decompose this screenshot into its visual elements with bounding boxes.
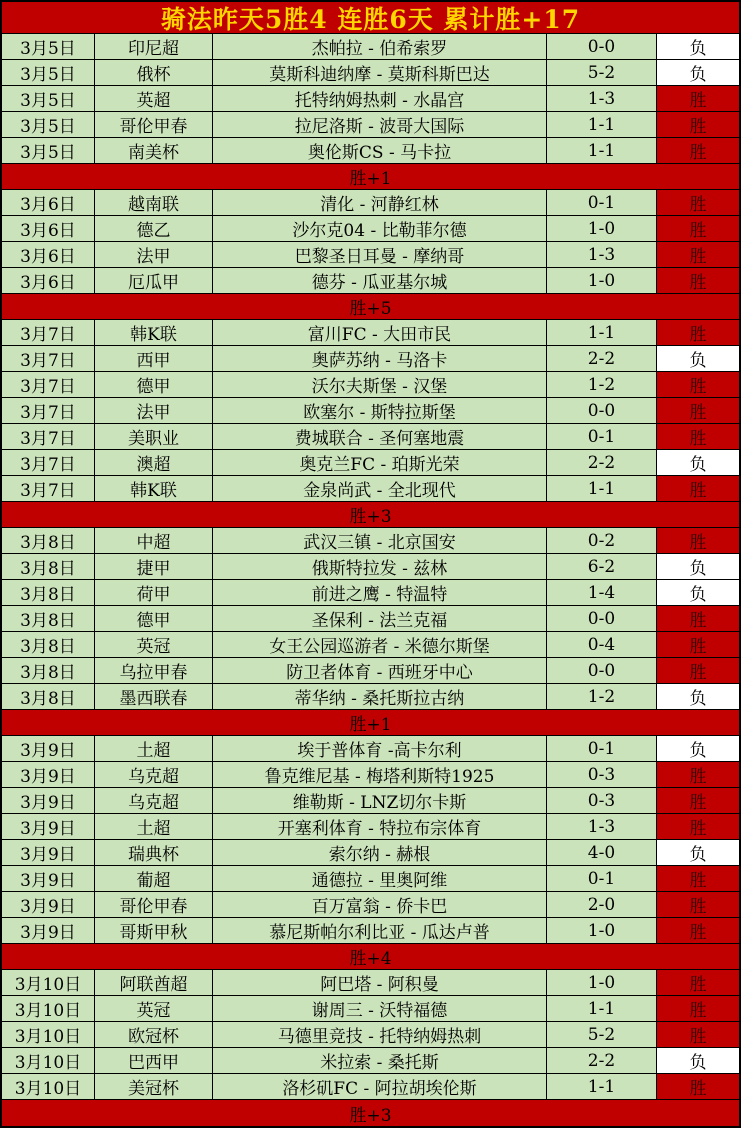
- result-cell: 胜: [657, 658, 739, 684]
- result-cell: 胜: [657, 138, 739, 164]
- match-row: [2, 684, 739, 710]
- match-row: [2, 814, 739, 840]
- matchup-cell: 开塞利体育 - 特拉布宗体育: [213, 814, 547, 840]
- result-cell: 胜: [657, 918, 739, 944]
- match-row: [2, 554, 739, 580]
- score-cell: 1-3: [547, 814, 657, 840]
- league-cell: 葡超: [95, 866, 213, 892]
- league-cell: 土超: [95, 736, 213, 762]
- match-row: [2, 216, 739, 242]
- league-cell: 中超: [95, 528, 213, 554]
- matchup-cell: 费城联合 - 圣何塞地震: [213, 424, 547, 450]
- date-cell: 3月8日: [2, 658, 95, 684]
- score-cell: 2-2: [547, 346, 657, 372]
- score-cell: 1-4: [547, 580, 657, 606]
- date-cell: 3月7日: [2, 346, 95, 372]
- date-cell: 3月5日: [2, 34, 95, 60]
- match-row: [2, 34, 739, 60]
- result-cell: 胜: [657, 528, 739, 554]
- score-cell: 0-1: [547, 866, 657, 892]
- section-summary-row: 胜+1: [2, 710, 739, 736]
- result-cell: 胜: [657, 1074, 739, 1100]
- matchup-cell: 俄斯特拉发 - 兹林: [213, 554, 547, 580]
- league-cell: 瑞典杯: [95, 840, 213, 866]
- date-cell: 3月8日: [2, 606, 95, 632]
- result-cell: 胜: [657, 268, 739, 294]
- score-cell: 0-0: [547, 658, 657, 684]
- match-row: [2, 60, 739, 86]
- date-cell: 3月5日: [2, 60, 95, 86]
- score-cell: 0-3: [547, 762, 657, 788]
- league-cell: 捷甲: [95, 554, 213, 580]
- league-cell: 哥斯甲秋: [95, 918, 213, 944]
- date-cell: 3月8日: [2, 632, 95, 658]
- score-cell: 1-0: [547, 918, 657, 944]
- league-cell: 阿联酋超: [95, 970, 213, 996]
- score-cell: 0-1: [547, 190, 657, 216]
- matchup-cell: 莫斯科迪纳摩 - 莫斯科斯巴达: [213, 60, 547, 86]
- score-cell: 1-2: [547, 684, 657, 710]
- date-cell: 3月7日: [2, 450, 95, 476]
- date-cell: 3月6日: [2, 268, 95, 294]
- result-cell: 负: [657, 450, 739, 476]
- matchup-cell: 米拉索 - 桑托斯: [213, 1048, 547, 1074]
- date-cell: 3月9日: [2, 892, 95, 918]
- league-cell: 英冠: [95, 632, 213, 658]
- league-cell: 乌克超: [95, 788, 213, 814]
- matchup-cell: 前进之鹰 - 特温特: [213, 580, 547, 606]
- matchup-cell: 防卫者体育 - 西班牙中心: [213, 658, 547, 684]
- score-cell: 0-0: [547, 34, 657, 60]
- league-cell: 印尼超: [95, 34, 213, 60]
- date-cell: 3月6日: [2, 216, 95, 242]
- matchup-cell: 埃于普体育 -高卡尔利: [213, 736, 547, 762]
- match-row: [2, 476, 739, 502]
- date-cell: 3月7日: [2, 476, 95, 502]
- match-row: [2, 242, 739, 268]
- league-cell: 韩K联: [95, 320, 213, 346]
- league-cell: 墨西联春: [95, 684, 213, 710]
- score-cell: 1-1: [547, 1074, 657, 1100]
- result-cell: 胜: [657, 112, 739, 138]
- result-cell: 胜: [657, 892, 739, 918]
- result-cell: 胜: [657, 86, 739, 112]
- matchup-cell: 欧塞尔 - 斯特拉斯堡: [213, 398, 547, 424]
- date-cell: 3月9日: [2, 788, 95, 814]
- date-cell: 3月5日: [2, 86, 95, 112]
- result-cell: 胜: [657, 372, 739, 398]
- score-cell: 1-1: [547, 320, 657, 346]
- result-cell: 胜: [657, 788, 739, 814]
- league-cell: 荷甲: [95, 580, 213, 606]
- date-cell: 3月10日: [2, 1048, 95, 1074]
- matchup-cell: 拉尼洛斯 - 波哥大国际: [213, 112, 547, 138]
- match-row: [2, 346, 739, 372]
- matchup-cell: 杰帕拉 - 伯希索罗: [213, 34, 547, 60]
- date-cell: 3月8日: [2, 554, 95, 580]
- league-cell: 德乙: [95, 216, 213, 242]
- result-cell: 胜: [657, 242, 739, 268]
- league-cell: 德甲: [95, 606, 213, 632]
- match-row: [2, 970, 739, 996]
- match-row: [2, 762, 739, 788]
- section-summary-row: 胜+4: [2, 944, 739, 970]
- match-row: [2, 996, 739, 1022]
- date-cell: 3月9日: [2, 814, 95, 840]
- section-summary-row: 胜+3: [2, 1100, 739, 1126]
- date-cell: 3月6日: [2, 190, 95, 216]
- matchup-cell: 奥萨苏纳 - 马洛卡: [213, 346, 547, 372]
- match-row: [2, 320, 739, 346]
- score-cell: 1-0: [547, 970, 657, 996]
- score-cell: 6-2: [547, 554, 657, 580]
- league-cell: 越南联: [95, 190, 213, 216]
- score-cell: 1-0: [547, 268, 657, 294]
- match-row: [2, 86, 739, 112]
- matchup-cell: 富川FC - 大田市民: [213, 320, 547, 346]
- result-cell: 胜: [657, 320, 739, 346]
- date-cell: 3月9日: [2, 840, 95, 866]
- date-cell: 3月5日: [2, 112, 95, 138]
- score-cell: 1-1: [547, 138, 657, 164]
- score-cell: 0-4: [547, 632, 657, 658]
- match-row: [2, 1022, 739, 1048]
- date-cell: 3月9日: [2, 736, 95, 762]
- score-cell: 2-2: [547, 1048, 657, 1074]
- league-cell: 西甲: [95, 346, 213, 372]
- date-cell: 3月7日: [2, 424, 95, 450]
- league-cell: 法甲: [95, 398, 213, 424]
- result-cell: 胜: [657, 606, 739, 632]
- score-cell: 2-0: [547, 892, 657, 918]
- score-cell: 0-0: [547, 606, 657, 632]
- result-cell: 负: [657, 346, 739, 372]
- result-cell: 胜: [657, 866, 739, 892]
- result-cell: 负: [657, 60, 739, 86]
- matchup-cell: 维勒斯 - LNZ切尔卡斯: [213, 788, 547, 814]
- result-cell: 胜: [657, 970, 739, 996]
- section-summary-row: 胜+1: [2, 164, 739, 190]
- score-cell: 0-0: [547, 398, 657, 424]
- date-cell: 3月9日: [2, 762, 95, 788]
- matchup-cell: 谢周三 - 沃特福德: [213, 996, 547, 1022]
- matchup-cell: 百万富翁 - 侨卡巴: [213, 892, 547, 918]
- date-cell: 3月7日: [2, 372, 95, 398]
- table-title: 骑法昨天5胜4 连胜6天 累计胜+17: [160, 4, 581, 34]
- match-row: [2, 736, 739, 762]
- matchup-cell: 奥伦斯CS - 马卡拉: [213, 138, 547, 164]
- result-cell: 负: [657, 684, 739, 710]
- score-cell: 1-1: [547, 476, 657, 502]
- matchup-cell: 圣保利 - 法兰克福: [213, 606, 547, 632]
- matchup-cell: 女王公园巡游者 - 米德尔斯堡: [213, 632, 547, 658]
- date-cell: 3月10日: [2, 1022, 95, 1048]
- match-row: [2, 632, 739, 658]
- score-cell: 1-0: [547, 216, 657, 242]
- result-cell: 负: [657, 1048, 739, 1074]
- league-cell: 厄瓜甲: [95, 268, 213, 294]
- match-row: [2, 658, 739, 684]
- league-cell: 澳超: [95, 450, 213, 476]
- matchup-cell: 清化 - 河静红林: [213, 190, 547, 216]
- date-cell: 3月7日: [2, 320, 95, 346]
- score-cell: 1-3: [547, 242, 657, 268]
- score-cell: 0-1: [547, 736, 657, 762]
- matchup-cell: 阿巴塔 - 阿积曼: [213, 970, 547, 996]
- score-cell: 5-2: [547, 60, 657, 86]
- league-cell: 巴西甲: [95, 1048, 213, 1074]
- league-cell: 南美杯: [95, 138, 213, 164]
- matchup-cell: 洛杉矶FC - 阿拉胡埃伦斯: [213, 1074, 547, 1100]
- date-cell: 3月8日: [2, 528, 95, 554]
- matchup-cell: 奥克兰FC - 珀斯光荣: [213, 450, 547, 476]
- league-cell: 德甲: [95, 372, 213, 398]
- date-cell: 3月10日: [2, 996, 95, 1022]
- matchup-cell: 沃尔夫斯堡 - 汉堡: [213, 372, 547, 398]
- result-cell: 负: [657, 580, 739, 606]
- result-cell: 胜: [657, 216, 739, 242]
- date-cell: 3月9日: [2, 866, 95, 892]
- matchup-cell: 沙尔克04 - 比勒菲尔德: [213, 216, 547, 242]
- result-cell: 胜: [657, 762, 739, 788]
- table-body: [2, 34, 739, 1126]
- matchup-cell: 金泉尚武 - 全北现代: [213, 476, 547, 502]
- result-cell: 胜: [657, 424, 739, 450]
- league-cell: 哥伦甲春: [95, 892, 213, 918]
- table-title-banner: [2, 2, 739, 34]
- league-cell: 英冠: [95, 996, 213, 1022]
- match-row: [2, 528, 739, 554]
- matchup-cell: 马德里竞技 - 托特纳姆热刺: [213, 1022, 547, 1048]
- league-cell: 英超: [95, 86, 213, 112]
- match-row: [2, 918, 739, 944]
- result-cell: 负: [657, 34, 739, 60]
- score-cell: 1-2: [547, 372, 657, 398]
- match-row: [2, 606, 739, 632]
- score-cell: 1-1: [547, 112, 657, 138]
- score-cell: 0-3: [547, 788, 657, 814]
- match-row: [2, 788, 739, 814]
- league-cell: 土超: [95, 814, 213, 840]
- match-row: [2, 268, 739, 294]
- date-cell: 3月9日: [2, 918, 95, 944]
- score-cell: 4-0: [547, 840, 657, 866]
- league-cell: 美冠杯: [95, 1074, 213, 1100]
- match-row: [2, 450, 739, 476]
- matchup-cell: 巴黎圣日耳曼 - 摩纳哥: [213, 242, 547, 268]
- matchup-cell: 德芬 - 瓜亚基尔城: [213, 268, 547, 294]
- date-cell: 3月6日: [2, 242, 95, 268]
- league-cell: 俄杯: [95, 60, 213, 86]
- date-cell: 3月8日: [2, 684, 95, 710]
- match-row: [2, 112, 739, 138]
- match-row: [2, 138, 739, 164]
- result-cell: 胜: [657, 632, 739, 658]
- result-cell: 胜: [657, 1022, 739, 1048]
- match-row: [2, 840, 739, 866]
- matchup-cell: 鲁克维尼基 - 梅塔利斯特1925: [213, 762, 547, 788]
- matchup-cell: 蒂华纳 - 桑托斯拉古纳: [213, 684, 547, 710]
- matchup-cell: 通德拉 - 里奥阿维: [213, 866, 547, 892]
- match-row: [2, 580, 739, 606]
- league-cell: 美职业: [95, 424, 213, 450]
- date-cell: 3月10日: [2, 1074, 95, 1100]
- score-cell: 0-2: [547, 528, 657, 554]
- matchup-cell: 武汉三镇 - 北京国安: [213, 528, 547, 554]
- result-cell: 胜: [657, 190, 739, 216]
- matchup-cell: 慕尼斯帕尔利比亚 - 瓜达卢普: [213, 918, 547, 944]
- matchup-cell: 索尔纳 - 赫根: [213, 840, 547, 866]
- league-cell: 法甲: [95, 242, 213, 268]
- result-cell: 负: [657, 736, 739, 762]
- league-cell: 欧冠杯: [95, 1022, 213, 1048]
- result-cell: 负: [657, 554, 739, 580]
- section-summary-row: 胜+5: [2, 294, 739, 320]
- result-cell: 胜: [657, 814, 739, 840]
- match-row: [2, 1048, 739, 1074]
- result-cell: 胜: [657, 476, 739, 502]
- section-summary-row: 胜+3: [2, 502, 739, 528]
- score-cell: 1-3: [547, 86, 657, 112]
- match-row: [2, 190, 739, 216]
- score-cell: 0-1: [547, 424, 657, 450]
- matchup-cell: 托特纳姆热刺 - 水晶宫: [213, 86, 547, 112]
- league-cell: 乌克超: [95, 762, 213, 788]
- league-cell: 哥伦甲春: [95, 112, 213, 138]
- match-row: [2, 892, 739, 918]
- result-cell: 负: [657, 840, 739, 866]
- date-cell: 3月5日: [2, 138, 95, 164]
- league-cell: 韩K联: [95, 476, 213, 502]
- match-row: [2, 424, 739, 450]
- match-row: [2, 1074, 739, 1100]
- match-row: [2, 398, 739, 424]
- score-cell: 1-1: [547, 996, 657, 1022]
- score-cell: 2-2: [547, 450, 657, 476]
- result-cell: 胜: [657, 398, 739, 424]
- date-cell: 3月10日: [2, 970, 95, 996]
- date-cell: 3月7日: [2, 398, 95, 424]
- match-row: [2, 372, 739, 398]
- score-cell: 5-2: [547, 1022, 657, 1048]
- match-row: [2, 866, 739, 892]
- result-cell: 胜: [657, 996, 739, 1022]
- date-cell: 3月8日: [2, 580, 95, 606]
- league-cell: 乌拉甲春: [95, 658, 213, 684]
